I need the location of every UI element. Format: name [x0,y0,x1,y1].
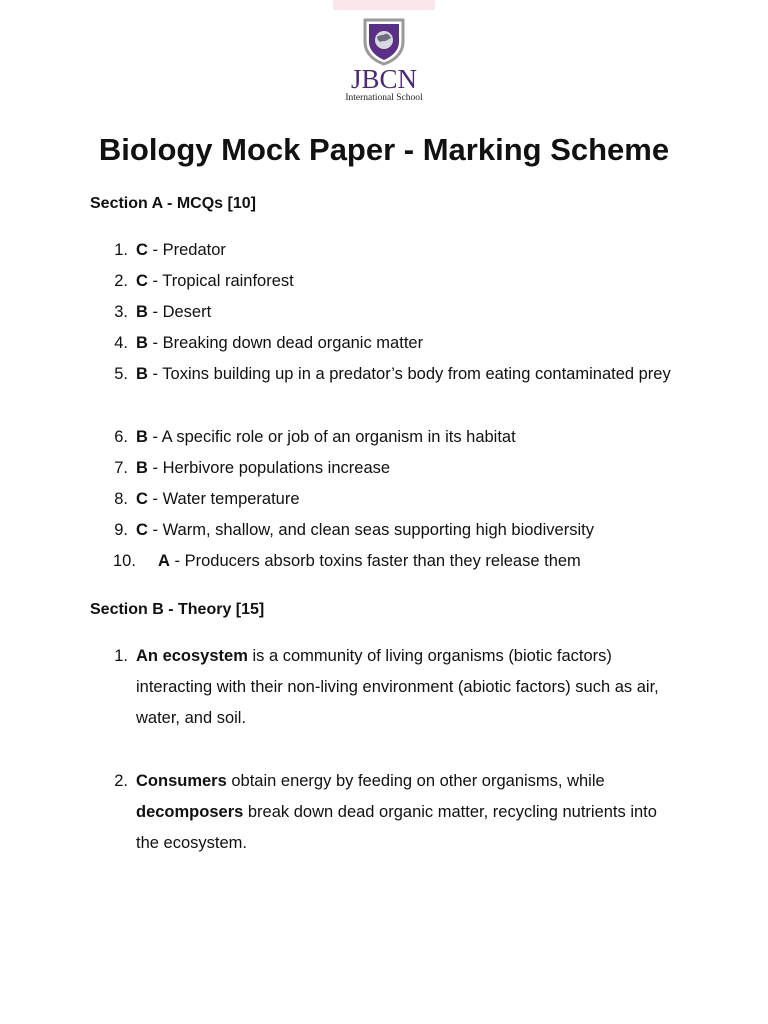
answer-letter: B [136,365,148,383]
item-body [136,641,676,734]
key-term: Consumers [136,772,227,790]
item-body [136,453,676,484]
section-b-heading: Section B - Theory [15] [90,601,265,618]
item-body [158,546,698,577]
item-number: 6. [114,428,128,446]
item-body [136,484,676,515]
logo-subtitle: International School [345,93,423,103]
answer-text: obtain energy by feeding on other organisms, while [226,772,605,790]
answer-text: - Warm, shallow, and clean seas supporting high biodiversity [147,521,594,539]
item-number: 8. [114,490,128,508]
answer-letter: C [136,272,148,290]
item-number: 3. [114,303,128,321]
answer-text: - Toxins building up in a predator’s body from eating contaminated prey [147,365,671,383]
key-term: An ecosystem [136,647,248,665]
answer-text: - Breaking down dead organic matter [147,334,424,352]
item-body [136,297,676,328]
answer-letter: A [158,552,170,570]
item-body [136,266,676,297]
item-number: 10. [113,552,136,570]
item-number: 1. [114,647,128,665]
page-title: Biology Mock Paper - Marking Scheme [98,132,670,167]
answer-letter: C [136,241,148,259]
item-number: 9. [114,521,128,539]
answer-text: - Predator [147,241,226,259]
answer-letter: C [136,490,148,508]
item-body [136,235,676,266]
answer-text: - Desert [147,303,212,321]
item-body [136,359,676,390]
item-body [136,766,676,859]
item-body [136,422,676,453]
section-a-heading: Section A - MCQs [10] [90,195,256,212]
answer-letter: B [136,303,148,321]
answer-letter: B [136,459,148,477]
logo-wordmark: JBCN [350,64,418,94]
item-number: 7. [114,459,128,477]
answer-text: - A specific role or job of an organism in its habitat [147,428,516,446]
item-body [136,328,676,359]
answer-letter: B [136,428,148,446]
answer-text: - Producers absorb toxins faster than they release them [169,552,581,570]
school-logo [333,10,435,114]
answer-text: - Water temperature [147,490,300,508]
answer-text: - Herbivore populations increase [147,459,391,477]
item-body [136,515,676,546]
shield-crest-icon [361,16,407,66]
answer-letter: B [136,334,148,352]
key-term: decomposers [136,803,244,821]
item-number: 4. [114,334,128,352]
answer-letter: C [136,521,148,539]
answer-text: is a community of living organisms (biotic factors) interacting with their non-living environment (abiotic factors) such as air, water, and soil. [136,647,659,727]
header-strip [333,0,435,10]
answer-text: break down dead organic matter, recycling nutrients into the ecosystem. [136,803,657,852]
answer-text: - Tropical rainforest [147,272,294,290]
item-number: 1. [114,241,128,259]
item-number: 2. [114,272,128,290]
item-number: 5. [114,365,128,383]
item-number: 2. [114,772,128,790]
